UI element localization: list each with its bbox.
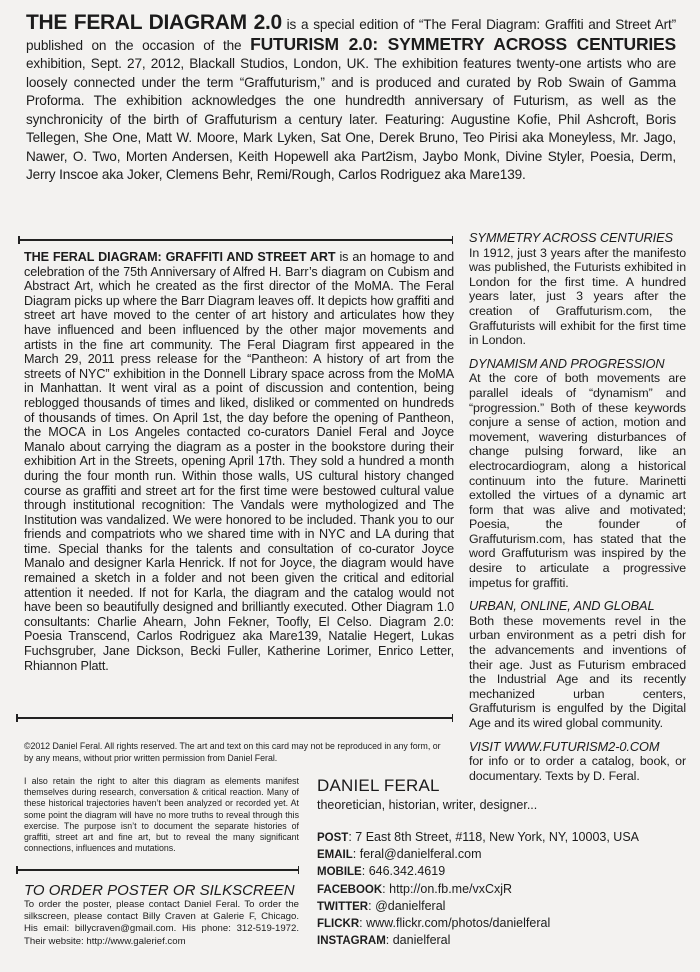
contact-value: 646.342.4619 <box>368 864 446 879</box>
contact-label: INSTAGRAM <box>317 935 386 948</box>
contact-label: MOBILE <box>317 866 362 879</box>
divider-middle <box>16 717 453 719</box>
contact-instagram: INSTAGRAM: danielferal <box>317 933 451 948</box>
intro-paragraph <box>26 11 677 185</box>
rights-note: I also retain the right to alter this diagram as elements manifest themselves during research, conversation & critical reaction. Many of these historical trajectories haven’t been analyzed or recorded yet. At some point the diagram will have no more truths to reveal through this exercise. The purpose isn’t to document the separate histories of graffiti, street art and fine art, but to reveal the many significant connections, influences and mutations. <box>24 776 299 854</box>
order-body: To order the poster, please contact Daniel Feral. To order the silkscreen, please contact Billy Craven at Galerie F, Chicago. His email: billycraven@gmail.com. His phone: 312-519-1972. Their website: http://www.galerief.com <box>24 899 299 947</box>
main-paragraph <box>24 250 454 673</box>
main-body: is an homage to and celebration of the 75th Anniversary of Alfred H. Barr’s diagram on Cubism and Abstract Art, which he created as the first director of the MoMA. The Feral Diagram picks up where the Barr Diagram leaves off. It depicts how graffiti and street art have moved to the center of art history and articulates how they have influenced and been influenced by the other major movements and artists in the fine art community. The Feral Diagram first appeared in the March 29, 2011 press release for the “Pantheon: A history of art from the streets of NYC” exhibition in the Donnell Library space across from the MoMA in Manhattan. It went viral as a point of discussion and contention, being reblogged thousands of times and liked, disliked or commented on hundreds of thousands of times. On April 1st, the day before the opening of Pantheon, the MOCA in Los Angeles contacted co-curators Daniel Feral and Joyce Manalo about carrying the diagram as a poster in the bookstore during their exhibition Art in the Streets, opening April 17th. They sold a hundred a month during the four month run. Within those walls, US cultural history changed course as graffiti and street art for the first time were bestowed cultural value through institutional recognition: The Vandals were mythologized and The Institution was vandalized. We were honored to be included. Thank you to our friends and compatriots who we shared time with in NYC and LA during that time. Special thanks for the talents and consultation of co-curator Joyce Manalo and designer Karla Henrick. If not for Joyce, the diagram would have remained a sketch in a folder and not been given the critical and editorial attention it needed. If not for Karla, the diagram and the catalog would not have been so beautifully designed and brilliantly executed. Other Diagram 1.0 consultants: Charlie Ahearn, John Fekner, Toofly, El Celso. Diagram 2.0: Poesia Transcend, Carlos Rodriguez aka Mare139, Natalie Hegert, Lukas Fuchsgruber, Jane Dickson, Becki Fuller, Katherine Lorimer, Enrico Letter, Rhiannon Platt. <box>24 250 455 673</box>
sidebar-heading-visit: VISIT WWW.FUTURISM2-0.COM <box>469 738 660 754</box>
order-heading: TO ORDER POSTER OR SILKSCREEN <box>24 882 295 899</box>
contact-label: EMAIL <box>317 849 353 862</box>
contact-label: TWITTER <box>317 900 369 913</box>
contact-flickr: FLICKR: www.flickr.com/photos/danielferal <box>317 916 551 931</box>
divider-top <box>18 239 453 241</box>
exhibition-title: FUTURISM 2.0: SYMMETRY ACROSS CENTURIES <box>250 33 677 54</box>
contact-label: FLICKR <box>317 918 360 931</box>
contact-email: EMAIL: feral@danielferal.com <box>317 847 482 862</box>
sidebar-heading-dynamism: DYNAMISM AND PROGRESSION <box>469 355 665 371</box>
contact-value[interactable]: http://on.fb.me/vxCxjR <box>389 881 513 896</box>
contact-value[interactable]: feral@danielferal.com <box>359 847 482 862</box>
contact-label: FACEBOOK <box>317 883 383 896</box>
sidebar-body-symmetry: In 1912, just 3 years after the manifesto was published, the Futurists exhibited in London for the first time. A hundred years later, just 3 years after the creation of Graffuturism.com, the Graffuturists will exhibit for the first time in London. <box>469 245 686 348</box>
contact-post: POST: 7 East 8th Street, #118, New York, NY, 10003, USA <box>317 830 640 844</box>
sidebar <box>469 231 686 792</box>
contact-label: POST <box>317 832 349 844</box>
main-lead: THE FERAL DIAGRAM: GRAFFITI AND STREET ART <box>24 250 336 264</box>
contact-value[interactable]: www.flickr.com/photos/danielferal <box>366 916 551 931</box>
contact-twitter: TWITTER: @danielferal <box>317 898 446 913</box>
contact-mobile: MOBILE: 646.342.4619 <box>317 864 446 879</box>
contact-block <box>317 776 697 949</box>
intro-text-2: exhibition, Sept. 27, 2012, Blackall Studios, London, UK. The exhibition features twenty-one artists who are loosely connected under the term “Graffuturism,” and is produced and curated by Rob Swain of Gamma Proforma. The exhibition acknowledges the one hundredth anniversary of Futurism, as well as the synchronicity of the birth of Graffuturism a century later. Featuring: Augustine Kofie, Phil Ashcroft, Boris Tellegen, She One, Matt W. Moore, Mark Lyken, Sat One, Derek Bruno, Teo Pirisi aka Moneyless, Mr. Jago, Nawer, O. Two, Morten Andersen, Keith Hopewell aka Part2ism, Jaybo Monk, Divine Styler, Poesia, Derm, Jerry Inscoe aka Joker, Clemens Behr, Remi/Rough, Carlos Rodriguez aka Mare139. <box>26 56 676 182</box>
copyright-notice: ©2012 Daniel Feral. All rights reserved. The art and text on this card may not be reproduced in any form, or by any means, without prior written permission from Daniel Feral. <box>24 741 441 763</box>
contact-value[interactable]: @danielferal <box>375 898 446 913</box>
sidebar-body-dynamism: At the core of both movements are parallel ideals of “dynamism” and “progression.” Both of these keywords conjure a sense of action, motion and movement, wavering disturbances of change pulsing forward, like an electrocardiogram, along a historical continuum into the future. Marinetti extolled the virtues of a dynamic art form that was alive and motivated; Poesia, the founder of Graffuturism.com, has stated that the word Graffuturism was inspired by the desire to articulate a progressive impetus for graffiti. <box>469 371 686 590</box>
contact-facebook: FACEBOOK: http://on.fb.me/vxCxjR <box>317 881 513 896</box>
diagram-title: THE FERAL DIAGRAM 2.0 <box>26 11 282 34</box>
sidebar-heading-urban: URBAN, ONLINE, AND GLOBAL <box>469 598 655 614</box>
sidebar-body-visit: for info or to order a catalog, book, or documentary. Texts by D. Feral. <box>469 754 686 783</box>
contact-list <box>317 829 697 949</box>
sidebar-body-urban: Both these movements revel in the urban environment as a petri dish for the advancements and inventions of their age. Just as Futurism embraced the Industrial Age and its recently mechanized urban centers, Graffuturism is engulfed by the Digital Age and its wired global community. <box>469 613 686 730</box>
contact-role: theoretician, historian, writer, designer... <box>317 798 538 812</box>
contact-value[interactable]: danielferal <box>392 933 451 948</box>
divider-bottom <box>16 869 299 871</box>
contact-value: 7 East 8th Street, #118, New York, NY, 10003, USA <box>355 830 640 844</box>
intro-text-1: is a special edition of “The Feral Diagram: Graffiti and Street Art” published on the occasion of the <box>26 17 676 53</box>
order-section <box>24 882 299 948</box>
sidebar-heading-symmetry: SYMMETRY ACROSS CENTURIES <box>469 230 673 245</box>
contact-name: DANIEL FERAL <box>317 776 440 795</box>
